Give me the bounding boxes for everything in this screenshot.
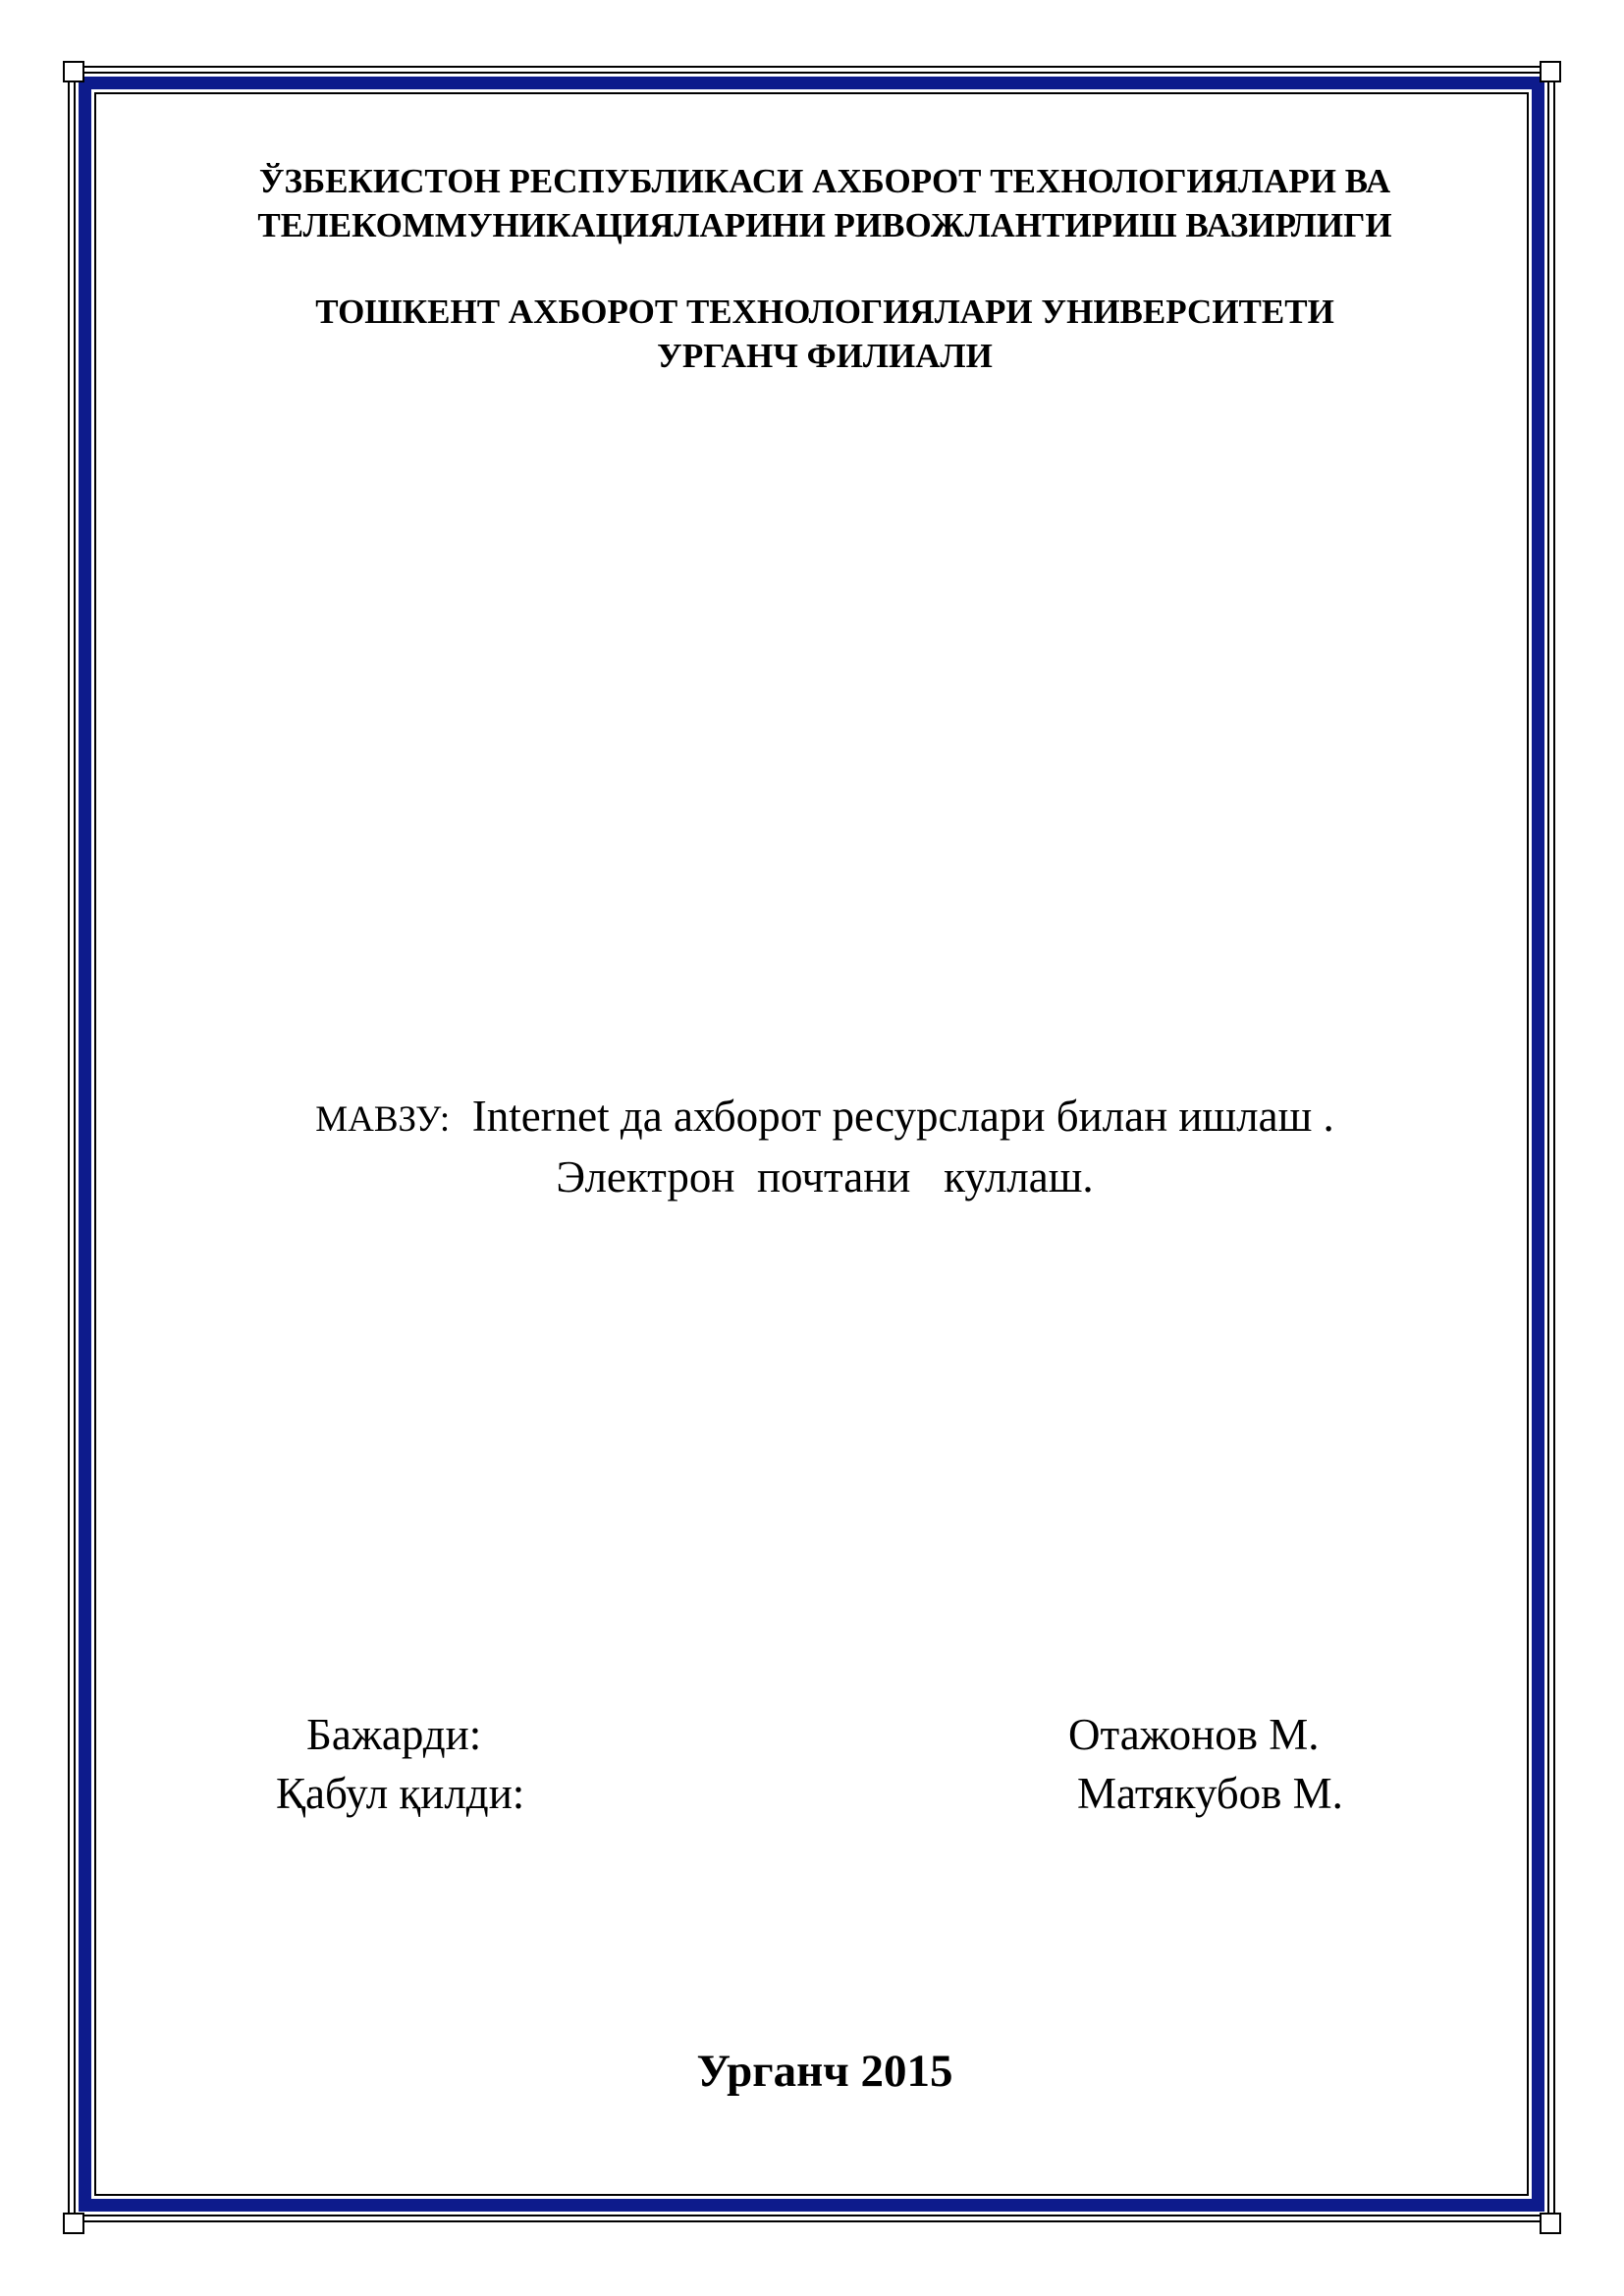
frame-corner-top-right: [1540, 61, 1561, 82]
topic-title: Internet да ахборот ресурслари билан ишлаш .: [471, 1092, 1334, 1141]
university-line-1: ТОШКЕНТ АХБОРОТ ТЕХНОЛОГИЯЛАРИ УНИВЕРСИТЕТИ: [315, 293, 1334, 331]
frame-corner-bottom-left: [63, 2213, 84, 2234]
ministry-line-2: ТЕЛЕКОММУНИКАЦИЯЛАРИНИ РИВОЖЛАНТИРИШ ВАЗИРЛИГИ: [257, 206, 1392, 244]
accepted-label: Қабул қилди:: [276, 1769, 525, 1818]
performed-label: Бажарди:: [306, 1710, 482, 1759]
frame-corner-top-left: [63, 61, 84, 82]
topic-line-1: [147, 1088, 1502, 1148]
accepted-name: Матякубов М.: [1077, 1769, 1343, 1818]
city-year: Урганч 2015: [696, 2046, 953, 2097]
topic-line-2: Электрон почтани куллаш.: [556, 1152, 1094, 1201]
ministry-heading: [147, 159, 1502, 247]
frame-corner-bottom-right: [1540, 2213, 1561, 2234]
university-heading: [147, 290, 1502, 378]
topic-label: МАВЗУ:: [315, 1099, 451, 1140]
performed-name: Отажонов М.: [1068, 1710, 1320, 1759]
university-line-2: УРГАНЧ ФИЛИАЛИ: [657, 337, 993, 375]
ministry-line-1: ЎЗБЕКИСТОН РЕСПУБЛИКАСИ АХБОРОТ ТЕХНОЛОГИЯЛАРИ ВА: [258, 162, 1391, 200]
topic-block: [147, 1088, 1502, 1205]
